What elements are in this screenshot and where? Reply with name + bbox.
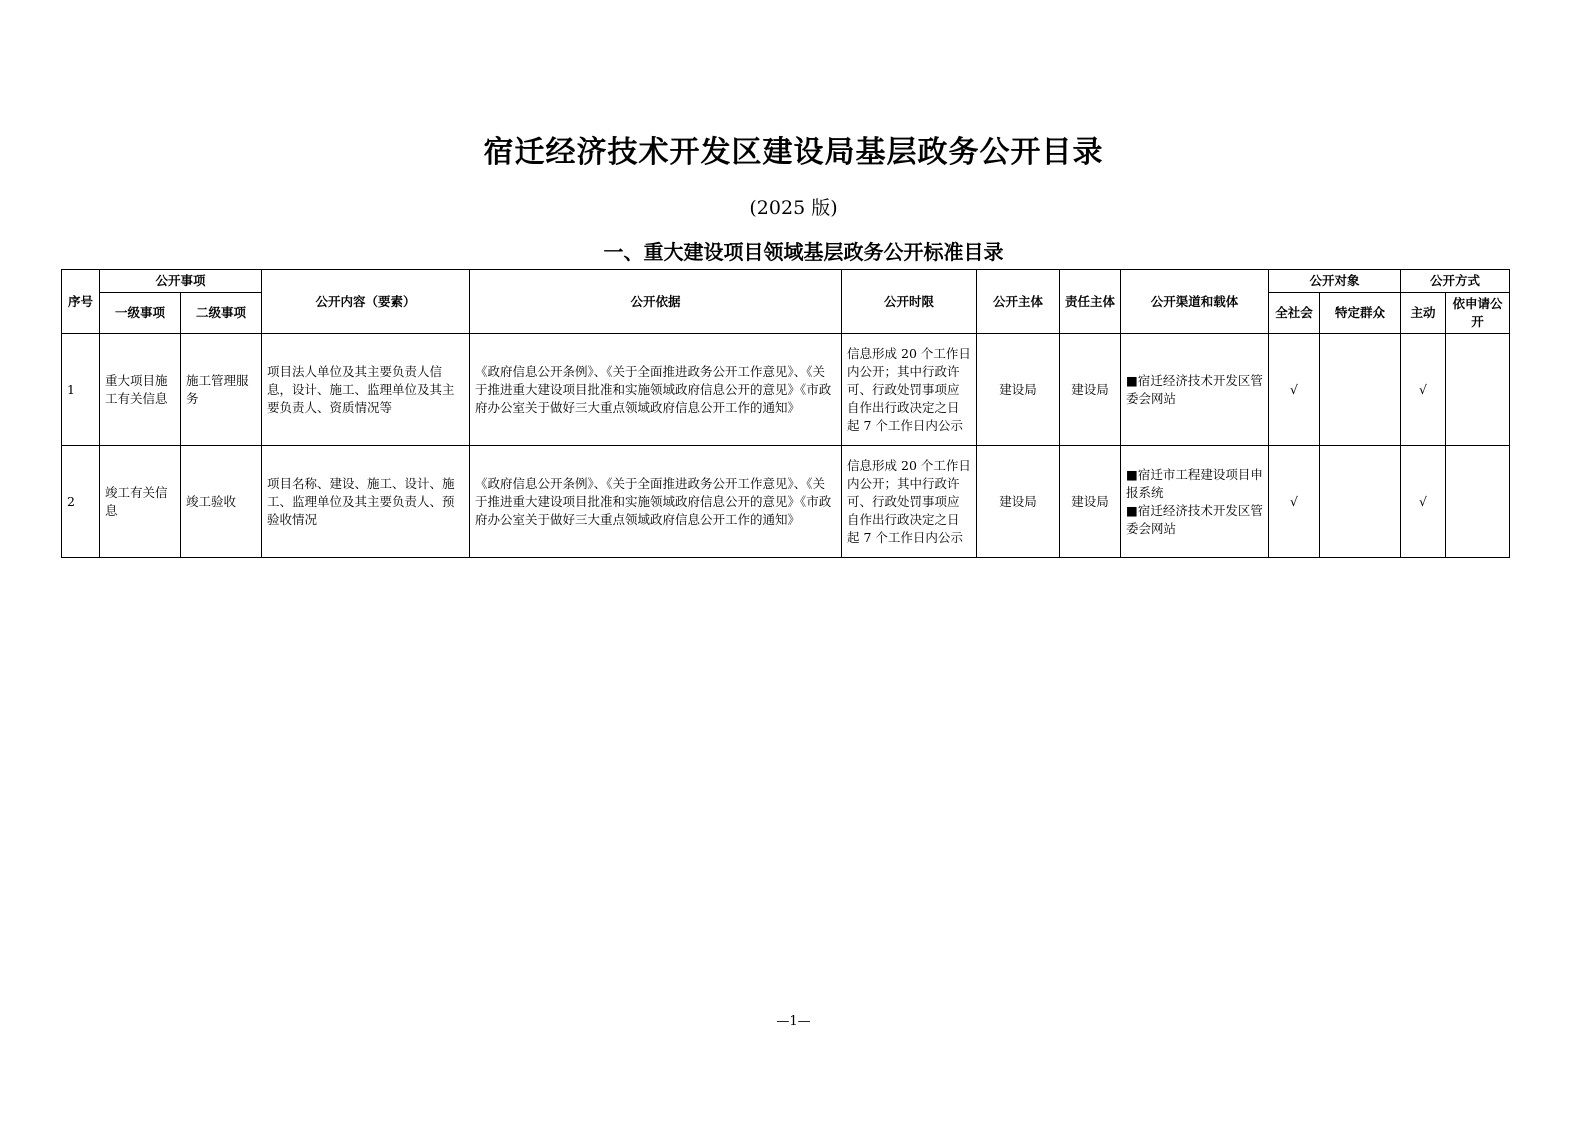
table-row xyxy=(62,446,1510,558)
cell-mode-active: √ xyxy=(1401,334,1446,446)
header-target: 公开对象 xyxy=(1269,270,1401,293)
cell-responsible: 建设局 xyxy=(1060,446,1121,558)
header-seq: 序号 xyxy=(62,270,100,334)
header-level2: 二级事项 xyxy=(181,293,262,334)
header-target-all: 全社会 xyxy=(1269,293,1320,334)
cell-level2: 施工管理服务 xyxy=(181,334,262,446)
cell-channel xyxy=(1121,334,1269,446)
header-mode: 公开方式 xyxy=(1401,270,1510,293)
cell-subject: 建设局 xyxy=(977,334,1060,446)
cell-content: 项目名称、建设、施工、设计、施工、监理单位及其主要负责人、预验收情况 xyxy=(262,446,470,558)
document-edition: (2025 版) xyxy=(749,197,838,219)
cell-seq: 2 xyxy=(62,446,100,558)
channel-item: ■宿迁经济技术开发区管委会网站 xyxy=(1126,372,1263,406)
cell-target-all: √ xyxy=(1269,334,1320,446)
channel-item: ■宿迁经济技术开发区管委会网站 xyxy=(1126,502,1263,536)
document-title: 宿迁经济技术开发区建设局基层政务公开目录 xyxy=(483,135,1104,170)
table-row xyxy=(62,334,1510,446)
cell-target-specific xyxy=(1320,446,1401,558)
cell-basis: 《政府信息公开条例》、《关于全面推进政务公开工作意见》、《关于推进重大建设项目批准和实施领域政府信息公开的意见》《市政府办公室关于做好三大重点领域政府信息公开工作的通知》 xyxy=(470,446,842,558)
header-time-limit: 公开时限 xyxy=(842,270,977,334)
cell-responsible: 建设局 xyxy=(1060,334,1121,446)
header-mode-request: 依申请公开 xyxy=(1446,293,1510,334)
cell-target-all: √ xyxy=(1269,446,1320,558)
header-responsible: 责任主体 xyxy=(1060,270,1121,334)
cell-target-specific xyxy=(1320,334,1401,446)
cell-basis: 《政府信息公开条例》、《关于全面推进政务公开工作意见》、《关于推进重大建设项目批准和实施领域政府信息公开的意见》《市政府办公室关于做好三大重点领域政府信息公开工作的通知》 xyxy=(470,334,842,446)
channel-item: ■宿迁市工程建设项目申报系统 xyxy=(1126,466,1263,500)
cell-time-limit: 信息形成 20 个工作日内公开；其中行政许可、行政处罚事项应自作出行政决定之日起 7 个工作日内公示 xyxy=(842,446,977,558)
page-number: —1— xyxy=(776,1014,811,1029)
cell-level1: 竣工有关信息 xyxy=(100,446,181,558)
cell-mode-request xyxy=(1446,334,1510,446)
header-content: 公开内容（要素） xyxy=(262,270,470,334)
header-mode-active: 主动 xyxy=(1401,293,1446,334)
cell-level2: 竣工验收 xyxy=(181,446,262,558)
cell-subject: 建设局 xyxy=(977,446,1060,558)
disclosure-catalog-table xyxy=(61,269,1510,558)
header-channel: 公开渠道和载体 xyxy=(1121,270,1269,334)
cell-mode-active: √ xyxy=(1401,446,1446,558)
header-target-specific: 特定群众 xyxy=(1320,293,1401,334)
section-title: 一、重大建设项目领域基层政务公开标准目录 xyxy=(603,240,1004,264)
cell-seq: 1 xyxy=(62,334,100,446)
cell-mode-request xyxy=(1446,446,1510,558)
header-row-1 xyxy=(62,270,1510,293)
header-matters: 公开事项 xyxy=(100,270,262,293)
header-level1: 一级事项 xyxy=(100,293,181,334)
header-subject: 公开主体 xyxy=(977,270,1060,334)
cell-level1: 重大项目施工有关信息 xyxy=(100,334,181,446)
cell-time-limit: 信息形成 20 个工作日内公开；其中行政许可、行政处罚事项应自作出行政决定之日起 7 个工作日内公示 xyxy=(842,334,977,446)
cell-content: 项目法人单位及其主要负责人信息，设计、施工、监理单位及其主要负责人、资质情况等 xyxy=(262,334,470,446)
cell-channel xyxy=(1121,446,1269,558)
header-basis: 公开依据 xyxy=(470,270,842,334)
